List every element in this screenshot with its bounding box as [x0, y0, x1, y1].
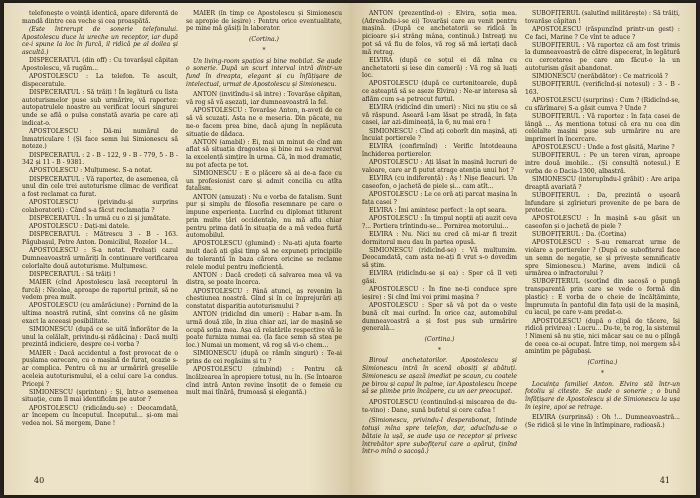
page-number-left: 40	[34, 476, 45, 485]
dialogue-paragraph: APOSTOLESCU : Mulțumesc. S-a notat.	[29, 167, 153, 175]
scene-separator: *	[601, 369, 604, 377]
curtain-note: (Cortina.)	[249, 36, 279, 44]
dialogue-paragraph: ANTON : Dacă credeți că salvarea mea vă va distra, se poate încerca.	[186, 271, 342, 287]
dialogue-paragraph: MAIER (cînd Apostolescu lasă receptorul în furcă) : Nicolae, aproape de raportul primit, să ne vedem prea mult.	[22, 278, 178, 302]
dialogue-paragraph: SIMIONESCU (nerăbdător) : Ce matricolă ?	[532, 73, 668, 81]
dialogue-paragraph: APOSTOLESCU (după ce curtenitoarele, după ce așteaptă să se așeze Elvira) : Ne-ar interesa să aflăm cum s-a petrecut furtul.	[362, 80, 517, 103]
dialogue-paragraph: APOSTOLESCU : Dă-mi numărul de înmatriculare ! (Și face semn lui Simionescu să noteze.)	[22, 127, 178, 151]
dialogue-paragraph: APOSTOLESCU (ridicându-se) : Deocamdată, ar începem cu începutul. Începutul... și-om mai vedea noi. Să mergem, Dane !	[22, 404, 178, 427]
dialogue-paragraph: APOSTOLESCU : Până atunci, aș revenim la chestiunea noastră. Gînd și în ce împrejurări ați constatat dispariția autoturismului ?	[186, 287, 342, 311]
dialogue-paragraph: telefonește o voință identică, apare diferentă de mandă dintre cea veche și cea proaspătă.	[22, 10, 178, 25]
right-page-column-1	[362, 10, 517, 462]
dialogue-paragraph: APOSTOLESCU : Sper să vă pot da o veste bună cît mai curînd. În orice caz, automobilul dumneavoastră a și fost pus sub urmărire generală...	[362, 302, 517, 333]
dialogue-paragraph: APOSTOLESCU : Tovarășe Anton, n-aveți de ce să vă scuzați. Asta ne e meseria. Din păcate, nu ne-o facem prea bine, dacă ajung în neplăcuta situație de dădaca.	[186, 107, 342, 138]
scene-separator: *	[262, 46, 266, 54]
stage-direction: Un living-room spațios și bine mobilat. Se aude o sonerie. După un scurt interval intră dintr-un fund în dreapta, elegant și cu înfățișare de intelectual, urmat de Apostolescu și Simionescu.	[186, 57, 342, 88]
dialogue-paragraph: ANTON (prezentînd-o) : Elvira, soția mea. (Adresîndu-i-se ei) Tovarăși care au venit pentru mașină. (După ce anchetatorii se ridică în picioare și-i strâng mâna, continuă.) Intreaţi nu pot să vă fiu de folos, vă rog să mă iertați dacă mă retrag.	[362, 10, 517, 56]
dialogue-paragraph: ELVIRA (după ce soțul ei dă mîna cu anchetatorii și iese din cameră) : Vă rog să luați loc.	[362, 56, 517, 80]
dialogue-paragraph: ANTON (amuzat) : Nu e vorba de fatalism. Sunt pur și simplu de filosofia resemnare pe care o impune experiența. Lucrînd cu diplomat titlurent prin multe țări occidentale, nu mă aflu chiar pentru prima dată în situația de a mă vedea furtă automobilul.	[186, 193, 342, 240]
stage-direction: (Este întrerupt de sonerie telefonului. Apostolescu duce la ureche un receptor, iar după ce-i spune la loc în furcă, il ridică pe al doilea și ascultă.)	[22, 25, 178, 57]
left-page	[4, 3, 350, 495]
dialogue-paragraph: SIMIONESCU (după ce se uită înfiorător de la unul la celălalt, privindu-și rădăcina) : Dacă mulți prezintă indiciere, despre ce-i vorba ?	[22, 326, 178, 349]
dialogue-paragraph: ELVIRA (surprinsă) : Oh !... Dumneavoastră... (Se ridică și le vine în întîmpinare, radioasă.)	[525, 414, 680, 430]
dialogue-paragraph: APOSTOLESCU : Ați lăsat în mașină lucruri de valoare, care ar fi putut atrage atenția unui hoț ?	[362, 159, 517, 175]
curtain-note: (Cortina.)	[587, 359, 618, 367]
dialogue-paragraph: SUBOFIȚERUL : Pe un teren viran, aproape intre două imobile... (Și consultă notesul.) E vorba de o Dacia-1300, albastră.	[525, 152, 680, 175]
dialogue-paragraph: APOSTOLESCU : Dați-mi datele.	[29, 223, 130, 231]
dialogue-paragraph: APOSTOLESCU (cu amărăciune) : Pornind de la ultima noastră rutină, sînt convins că ne găsim exact la aceeași posibilitate.	[22, 302, 178, 325]
page-number-right: 41	[659, 476, 670, 485]
dialogue-paragraph: APOSTOLESCU : S-a notat. Preluați cazul Dumneavoastră urmăriți în continuare verificarea celorlalte două autoturisme. Mulțumesc.	[22, 247, 178, 270]
dialogue-paragraph: SUBOFIȚERUL : Vă raportez : în fața casei de lângă ... Aș mentiona totuși că era nu cea din celelalte mașini puse sub urmărire nu are imprimeri în încercare.	[525, 112, 680, 144]
dialogue-paragraph: DISPECERATUL : Vă raportez, de asemenea, că unul din cele trei autoturisme climac de verificat a fost reclamat ca furat.	[22, 175, 178, 199]
dialogue-paragraph: ANTON (amabil) : Ei, mai un minut de cînd am aflat să situația dragostea și bine mi s-a rezervat la excelență simțire în urma. Că, în mod dramatic, nu pot afecta pe tot.	[186, 138, 342, 169]
dialogue-paragraph: ELVIRA (confirmînd) : Verific întotdeauna închiderea portierelor.	[362, 143, 517, 159]
dialogue-paragraph: ELVIRA (ridicîndu-se și ea) : Sper că îl veți găsi.	[362, 270, 517, 286]
dialogue-paragraph: SIMIONESCU (ridicînd-se) : Vă mulțumim. Deocamdată, cam asta ne-ați fi vrut s-o dovedim să știm.	[362, 246, 517, 270]
dialogue-paragraph: SIMIONESCU (sprinten) : Și, într-o asemenea situație, cum îl mai identificăm pe autor ?	[22, 388, 178, 404]
dialogue-paragraph: APOSTOLESCU : S-au remarcat urme de violare a portierelor ? (După ce subofițerul face un semn de negație, se și privește semnificativ spre Simionescu.) Marine, avem indicii că urmărea o infractorului ?	[525, 239, 680, 278]
dialogue-paragraph: ANTON (invitîndu-i să intre) : Tovarășe căpitan, vă rog să vă așezați, iar dumneavoastră la fel.	[186, 91, 342, 107]
dialogue-paragraph: ELVIRA : Nu. Nici nu cred că mi-ar fi trezit dormitorul meu dau în partea opusă.	[362, 230, 517, 246]
dialogue-paragraph: SUBOFIȚERUL (salutînd militărește) : Să trăiți, tovarășe căpitan !	[525, 10, 680, 25]
dialogue-paragraph: APOSTOLESCU (după o clipă de tăcere, își ridică privirea) : Lucru... Du-te, te rog, la sistemul ! Nimeni să nu știe, nici măcar sau ce nu o plîngă de ceea ce-ai ocupat. Între timp, noi mergem să-i amintim pe păgubași.	[525, 317, 680, 356]
dialogue-paragraph: ANTON (ridicînd din umeri) : Habar n-am. În urmă două zile, în ziua chiar azi, iar de mașină se ocupă soția mea. Așa că relatările respective vă le poate furniza numai ea. (Ia face semn să stea pe loc.) Numai un moment, vă rog să vi-o chem...	[186, 311, 342, 350]
right-page	[350, 3, 696, 495]
dialogue-paragraph: DISPECERATUL : În urmă cu o zi și jumătate.	[29, 215, 171, 222]
right-page-column-2	[525, 10, 680, 462]
dialogue-paragraph: DISPECERATUL (din off) : Cu tovarășul căpitan Apostolescu, vă rugăm...	[22, 57, 178, 72]
dialogue-paragraph: APOSTOLESCU : Le ce oră ați parcat mașina în fața casei ?	[362, 191, 517, 206]
dialogue-paragraph: SIMIONESCU (interupîndu-l grăbit) : Are aripa dreaptă avariată ?	[525, 175, 680, 191]
dialogue-paragraph: APOSTOLESCU (privindu-și surprins colaboratorii) : Când s-a făcut reclamația ?	[22, 199, 178, 214]
dialogue-paragraph: ELVIRA : Îmi amintesc perfect : la opt seara.	[369, 206, 507, 214]
left-page-column-1	[22, 10, 178, 462]
dialogue-paragraph: MAIER : Dacă accidentul a fost provocat de o pușlama oarecare, cu o mașină de furat, ocazie s-ar complica. Pentru că nu ar urmăriră greșelile aceleia autoturismului, el a celui care l-a condus. Pricepi ?	[22, 349, 178, 388]
dialogue-paragraph: SIMIONESCU (după ce rămîn singuri) : Te-ai prins de cei regăsiim și tu ?	[186, 350, 342, 365]
dialogue-paragraph: APOSTOLESCU (glumind) : Nu-ați ajuta foarte mult dacă ați găsi timp să ne expuneți principiile de toleranță în baza cărora oricine se reclame relele modul pentru ineficiență.	[186, 240, 342, 271]
stage-direction: (Simionescu, privindu-l desperabonat, întinde totuși mîna spre telefon, dar, aducîndu-se o bătaie la ușă, se aude ușa ce receptor și privesc întrebător spre subofițerul care a apărut, ținînd într-o mînă o sacoșă.)	[362, 417, 517, 456]
dialogue-paragraph: SUBOFIȚERUL (verificînd-și notesul) : 3 - B - 163.	[525, 81, 680, 96]
dialogue-paragraph: DISPECERATUL : 2 - B - 122, 9 - B - 779, 5 - B - 342 și 11 - B - 9381.	[22, 151, 178, 167]
dialogue-paragraph: APOSTOLESCU (surprins) : Cum ? (Ridicînd-se, cu sfărîmare) S-a găsit cumva ? Unde ?	[525, 97, 680, 112]
dialogue-paragraph: SUBOFIȚERUL : Da, prezintă o ușoară înfundare și zgîrieturi provenite de pe bara de protecție.	[525, 191, 680, 215]
dialogue-paragraph: APOSTOLESCU : În timpul nopții ați auzit ceva ?... Portiera trîntindu-se... Pornirea motorului...	[362, 215, 517, 230]
stage-direction: Locuința familiei Anton. Elvira stă într-un fotoliu și citește. Se aude o sonerie ; o bună înfățișare de Apostolescu și de Simionescu la ușa în ieşire, apoi se retrage.	[525, 380, 680, 411]
dialogue-paragraph: APOSTOLESCU (zîmbind) : Pentru că încălzearea în apropiere totuși, nu în. (Se întoarce cînd intră Anton revine însoțit de o femeie cu mult mai tînără, frumoasă și elegantă.)	[186, 366, 342, 397]
dialogue-paragraph: DISPECERATUL : Să trăiți !	[29, 270, 116, 278]
dialogue-paragraph: DISPECERATUL : Mătrescu 3 - B - 163. Păgubașul, Petre Anton. Domiciliul, Rozelor 14...	[22, 231, 178, 246]
dialogue-paragraph: APOSTOLESCU : Unde a fost găsită, Marine ?	[532, 144, 675, 152]
dialogue-paragraph: SUBOFIȚERUL (scoțînd din sacoșă o pungă transparentă prin care se vede o formă din plastic) : E vorba de o cheie de încălțăminte, împrumuta în pantoful din fața ușii de la mașină, cu iacul, pe care v-am predat-o.	[525, 278, 680, 317]
dialogue-paragraph: ELVIRA (ridicînd din umeri) : Nici nu știu ce să vă răspund. Aseară l-am lăsat pe stradă, în fața casei, iar azi-dimineață, la 6, nu mai era !	[362, 103, 517, 127]
dialogue-paragraph: SUBOFIȚERUL : Vă raportez că am fost trimis la dumneavoastră de către dispecerat, în legătură cu cercetarea pe care am făcut-o la un autoturism găsit abandonat.	[525, 41, 680, 72]
dialogue-paragraph: SUBOFIȚERUL : Da. (Cortina)	[532, 231, 627, 239]
dialogue-paragraph: MAIER (în timp ce Apostolescu și Simionescu se apropie de ieșire) : Pentru orice eventualitate, pe mine mă găsiți în laborator.	[186, 10, 342, 33]
left-page-column-2	[186, 10, 342, 462]
curtain-note: (Cortina.)	[424, 335, 455, 343]
stage-direction: Biroul anchetatorilor. Apostolescu și Simionescu intră în scenă obosiți și abătuți. Simionescu se așază imediat pe scaun, cu coatele pe birou și capul în palme, iar Apostolescu începe să se plimbe prin încăpere, cu un aer preocupat.	[362, 357, 517, 396]
dialogue-paragraph: APOSTOLESCU (continuînd-și mișcarea de du-te-vino) : Dane, sună bufetul și cere cafea !	[362, 398, 517, 414]
dialogue-paragraph: APOSTOLESCU (răspunzînd printr-un gest) : Ce faci, Marine ? Ce vînt te aduce ?	[525, 25, 680, 41]
dialogue-paragraph: SIMIONESCU : Cînd ați coborît din mașină, ați încuiat portierele ?	[362, 127, 517, 143]
book-spread	[4, 3, 696, 495]
dialogue-paragraph: ELVIRA (cu indiferență) : Aș ! Nișe fleacuri. Un caseofon, o jachetă de piele și... cam atît...	[362, 175, 517, 190]
dialogue-paragraph: APOSTOLESCU : La telefon. Te ascult, dispeceratule.	[22, 73, 178, 88]
dialogue-paragraph: APOSTOLESCU : În mașină s-au găsit un caseofon și o jachetă de piele ?	[525, 215, 680, 231]
dialogue-paragraph: DISPECERATUL : Să trăiți ! În legătură cu lista autoturismelor puse sub urmărire, vă raportez: autopatrulele noastre au verificat locuri singurei unde se află o pulsa constată avaria pe care ați indicat-o.	[22, 88, 178, 127]
dialogue-paragraph: SIMIONESCU : E o plăcere să ai de-a face cu un profesionist care și admit concilia cu atîta fatalism.	[186, 170, 342, 193]
scene-separator: *	[438, 346, 441, 354]
dialogue-paragraph: APOSTOLESCU : În fine ne-ți conduce spre ieșire) : Și cînd îmi voi primi mașina ?	[362, 286, 517, 301]
